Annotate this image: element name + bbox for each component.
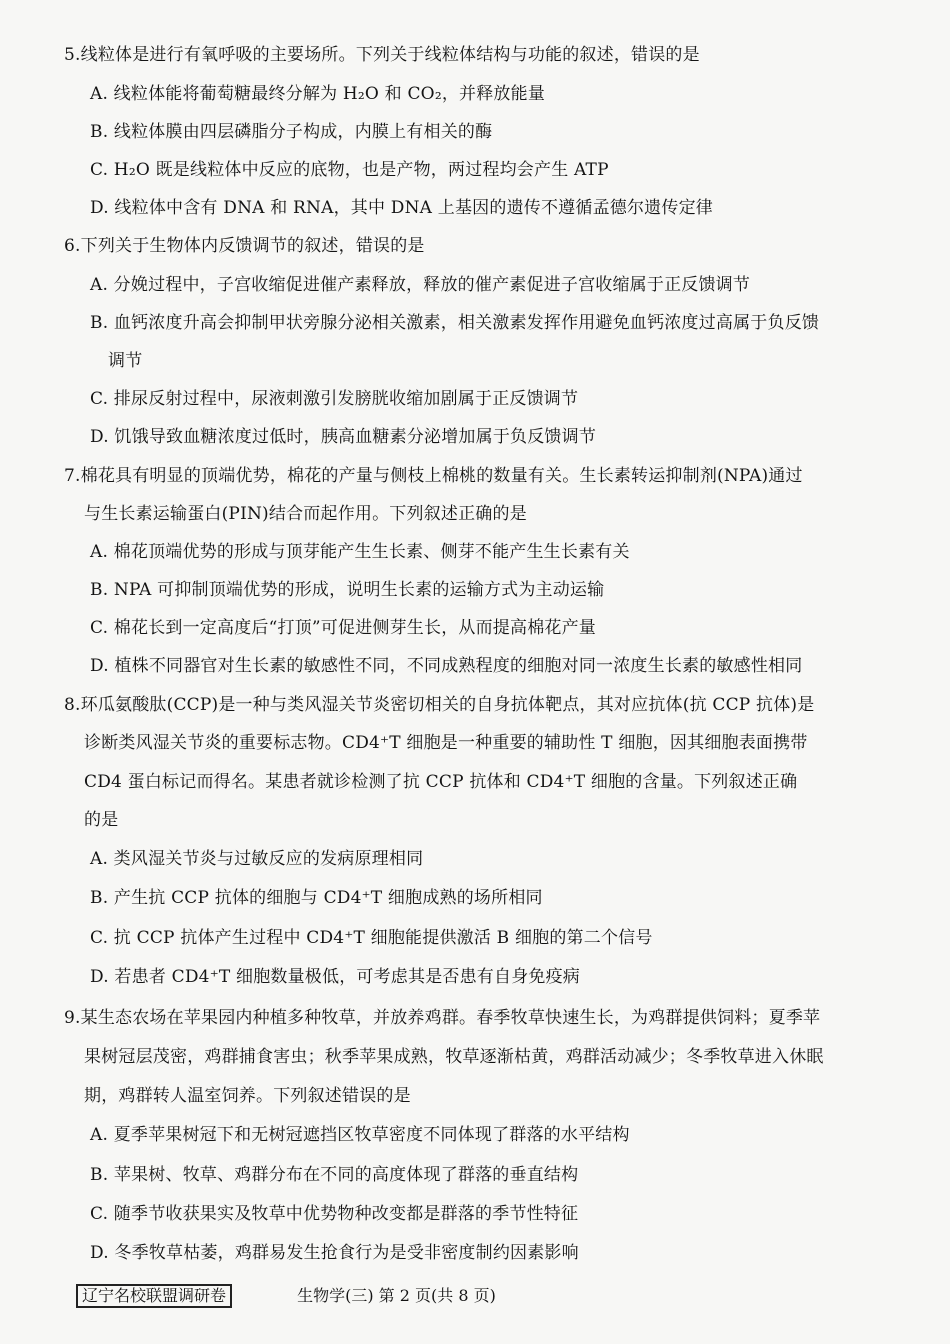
question-8-option-d: D. 若患者 CD4⁺T 细胞数量极低，可考虑其是否患有自身免疫病 [90, 967, 581, 987]
question-7-option-c: C. 棉花长到一定高度后“打顶”可促进侧芽生长，从而提高棉花产量 [90, 618, 596, 638]
question-9-stem-line-3: 期，鸡群转人温室饲养。下列叙述错误的是 [84, 1086, 411, 1106]
question-8-stem-line-2: 诊断类风湿关节炎的重要标志物。CD4⁺T 细胞是一种重要的辅助性 T 细胞，因其细胞表面携带 [84, 733, 808, 753]
page-number-info: 生物学(三) 第 2 页(共 8 页) [297, 1286, 496, 1305]
exam-name-box: 辽宁名校联盟调研卷 [76, 1284, 232, 1308]
question-7-option-b: B. NPA 可抑制顶端优势的形成，说明生长素的运输方式为主动运输 [90, 580, 605, 600]
question-8-option-a: A. 类风湿关节炎与过敏反应的发病原理相同 [90, 849, 424, 869]
question-6-option-d: D. 饥饿导致血糖浓度过低时，胰高血糖素分泌增加属于负反馈调节 [90, 427, 597, 447]
question-7-stem-line-2: 与生长素运输蛋白(PIN)结合而起作用。下列叙述正确的是 [84, 504, 527, 524]
question-9-option-a: A. 夏季苹果树冠下和无树冠遮挡区牧草密度不同体现了群落的水平结构 [90, 1125, 630, 1145]
question-5-option-c: C. H₂O 既是线粒体中反应的底物，也是产物，两过程均会产生 ATP [90, 160, 609, 180]
question-7-stem-line-1: 7.棉花具有明显的顶端优势，棉花的产量与侧枝上棉桃的数量有关。生长素转运抑制剂(NPA)通过 [64, 466, 803, 486]
question-9-stem-line-1: 9.某生态农场在苹果园内种植多种牧草，并放养鸡群。春季牧草快速生长，为鸡群提供饲料；夏季苹 [64, 1008, 821, 1028]
page-footer [76, 1283, 496, 1308]
question-8-stem-line-4: 的是 [84, 810, 119, 830]
question-5-option-d: D. 线粒体中含有 DNA 和 RNA，其中 DNA 上基因的遗传不遵循孟德尔遗传定律 [90, 198, 713, 218]
question-9-stem-line-2: 果树冠层茂密，鸡群捕食害虫；秋季苹果成熟，牧草逐渐枯黄，鸡群活动减少；冬季牧草进入休眠 [84, 1047, 824, 1067]
question-7-option-a: A. 棉花顶端优势的形成与顶芽能产生生长素、侧芽不能产生生长素有关 [90, 542, 630, 562]
question-6-option-a: A. 分娩过程中，子宫收缩促进催产素释放，释放的催产素促进子宫收缩属于正反馈调节 [90, 275, 751, 295]
question-8-option-c: C. 抗 CCP 抗体产生过程中 CD4⁺T 细胞能提供激活 B 细胞的第二个信号 [90, 928, 653, 948]
question-6-stem: 6.下列关于生物体内反馈调节的叙述，错误的是 [64, 236, 425, 256]
question-9-option-c: C. 随季节收获果实及牧草中优势物种改变都是群落的季节性特征 [90, 1204, 579, 1224]
question-8-option-b: B. 产生抗 CCP 抗体的细胞与 CD4⁺T 细胞成熟的场所相同 [90, 888, 543, 908]
question-8-stem-line-3: CD4 蛋白标记而得名。某患者就诊检测了抗 CCP 抗体和 CD4⁺T 细胞的含量。下列叙述正确 [84, 772, 798, 792]
question-6-option-b: B. 血钙浓度升高会抑制甲状旁腺分泌相关激素，相关激素发挥作用避免血钙浓度过高属于负反馈 [90, 313, 820, 333]
question-5-stem: 5.线粒体是进行有氧呼吸的主要场所。下列关于线粒体结构与功能的叙述，错误的是 [64, 45, 700, 65]
question-6-option-c: C. 排尿反射过程中，尿液刺激引发膀胱收缩加剧属于正反馈调节 [90, 389, 579, 409]
question-9-option-d: D. 冬季牧草枯萎，鸡群易发生抢食行为是受非密度制约因素影响 [90, 1243, 579, 1263]
question-7-option-d: D. 植株不同器官对生长素的敏感性不同，不同成熟程度的细胞对同一浓度生长素的敏感性相同 [90, 656, 803, 676]
question-9-option-b: B. 苹果树、牧草、鸡群分布在不同的高度体现了群落的垂直结构 [90, 1165, 579, 1185]
question-8-stem-line-1: 8.环瓜氨酸肽(CCP)是一种与类风湿关节炎密切相关的自身抗体靶点，其对应抗体(抗 CCP 抗体)是 [64, 695, 815, 715]
question-5-option-b: B. 线粒体膜由四层磷脂分子构成，内膜上有相关的酶 [90, 122, 493, 142]
question-6-option-b-continued: 调节 [108, 351, 143, 371]
question-5-option-a: A. 线粒体能将葡萄糖最终分解为 H₂O 和 CO₂，并释放能量 [90, 84, 546, 104]
